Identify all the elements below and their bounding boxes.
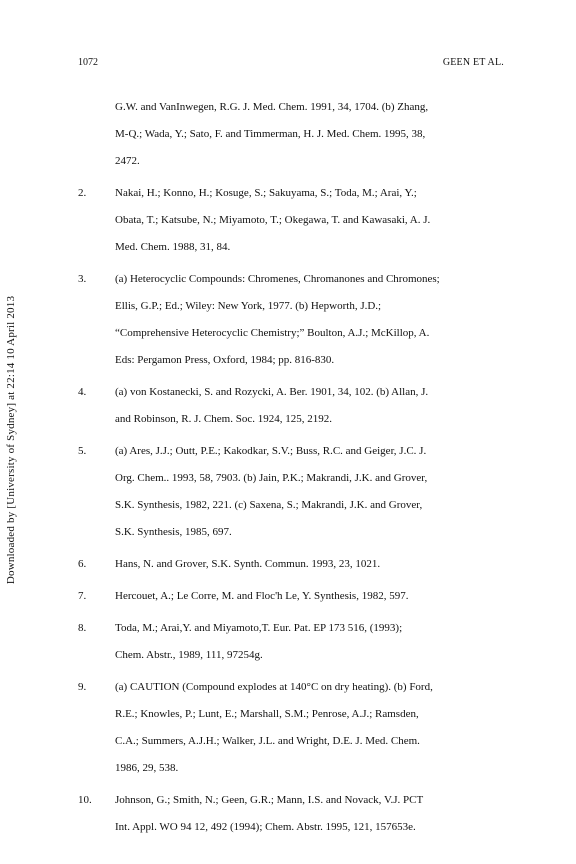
reference-line: Hans, N. and Grover, S.K. Synth. Commun. 1993, 23, 1021. — [115, 558, 381, 570]
reference-line: (a) Ares, J.J.; Outt, P.E.; Kakodkar, S.V.; Buss, R.C. and Geiger, J.C. J. — [115, 445, 427, 457]
reference-item — [78, 583, 508, 610]
reference-line: C.A.; Summers, A.J.H.; Walker, J.L. and Wright, D.E. J. Med. Chem. — [115, 735, 420, 747]
download-stamp: Downloaded by [University of Sydney] at 22:14 10 April 2013 — [5, 295, 17, 585]
reference-line: Hercouet, A.; Le Corre, M. and Floc'h Le, Y. Synthesis, 1982, 597. — [115, 590, 409, 602]
reference-line: Nakai, H.; Konno, H.; Kosuge, S.; Sakuyama, S.; Toda, M.; Arai, Y.; — [115, 187, 417, 199]
page-number: 1072 — [78, 57, 98, 68]
reference-number: 9. — [78, 681, 87, 693]
reference-item — [78, 674, 508, 782]
reference-line: Obata, T.; Katsube, N.; Miyamoto, T.; Okegawa, T. and Kawasaki, A. J. — [115, 214, 431, 226]
reference-line: Med. Chem. 1988, 31, 84. — [115, 241, 231, 253]
reference-number: 10. — [78, 794, 92, 806]
reference-list — [78, 94, 508, 841]
reference-line: G.W. and VanInwegen, R.G. J. Med. Chem. 1991, 34, 1704. (b) Zhang, — [115, 101, 429, 113]
reference-line: 2472. — [115, 155, 140, 167]
reference-line: and Robinson, R. J. Chem. Soc. 1924, 125, 2192. — [115, 413, 332, 425]
reference-item — [78, 180, 508, 261]
reference-item — [78, 787, 508, 841]
reference-line: Ellis, G.P.; Ed.; Wiley: New York, 1977. (b) Hepworth, J.D.; — [115, 300, 382, 312]
reference-line: S.K. Synthesis, 1985, 697. — [115, 526, 232, 538]
reference-item — [78, 615, 508, 669]
reference-line: S.K. Synthesis, 1982, 221. (c) Saxena, S.; Makrandi, J.K. and Grover, — [115, 499, 423, 511]
reference-line: (a) Heterocyclic Compounds: Chromenes, Chromanones and Chromones; — [115, 273, 440, 285]
reference-line: Toda, M.; Arai,Y. and Miyamoto,T. Eur. Pat. EP 173 516, (1993); — [115, 622, 403, 634]
reference-line: Johnson, G.; Smith, N.; Geen, G.R.; Mann, I.S. and Novack, V.J. PCT — [115, 794, 424, 806]
reference-line: “Comprehensive Heterocyclic Chemistry;” Boulton, A.J.; McKillop, A. — [115, 327, 430, 339]
reference-item — [78, 94, 508, 175]
reference-line: Chem. Abstr., 1989, 111, 97254g. — [115, 649, 263, 661]
reference-number: 7. — [78, 590, 87, 602]
reference-number: 6. — [78, 558, 87, 570]
reference-number: 4. — [78, 386, 87, 398]
reference-number: 3. — [78, 273, 87, 285]
reference-line: Org. Chem.. 1993, 58, 7903. (b) Jain, P.K.; Makrandi, J.K. and Grover, — [115, 472, 428, 484]
reference-line: M-Q.; Wada, Y.; Sato, F. and Timmerman, H. J. Med. Chem. 1995, 38, — [115, 128, 426, 140]
reference-number — [78, 94, 115, 175]
reference-line: Int. Appl. WO 94 12, 492 (1994); Chem. Abstr. 1995, 121, 157653e. — [115, 821, 416, 833]
reference-line: (a) von Kostanecki, S. and Rozycki, A. Ber. 1901, 34, 102. (b) Allan, J. — [115, 386, 429, 398]
reference-item — [78, 551, 508, 578]
running-head: GEEN ET AL. — [442, 57, 504, 68]
reference-number: 5. — [78, 445, 87, 457]
reference-item — [78, 266, 508, 374]
reference-line: 1986, 29, 538. — [115, 762, 179, 774]
reference-item — [78, 438, 508, 546]
reference-line: (a) CAUTION (Compound explodes at 140°C on dry heating). (b) Ford, — [115, 681, 433, 693]
reference-number: 2. — [78, 187, 87, 199]
reference-number: 8. — [78, 622, 87, 634]
reference-item — [78, 379, 508, 433]
reference-line: Eds: Pergamon Press, Oxford, 1984; pp. 816-830. — [115, 354, 335, 366]
reference-line: R.E.; Knowles, P.; Lunt, E.; Marshall, S.M.; Penrose, A.J.; Ramsden, — [115, 708, 419, 720]
